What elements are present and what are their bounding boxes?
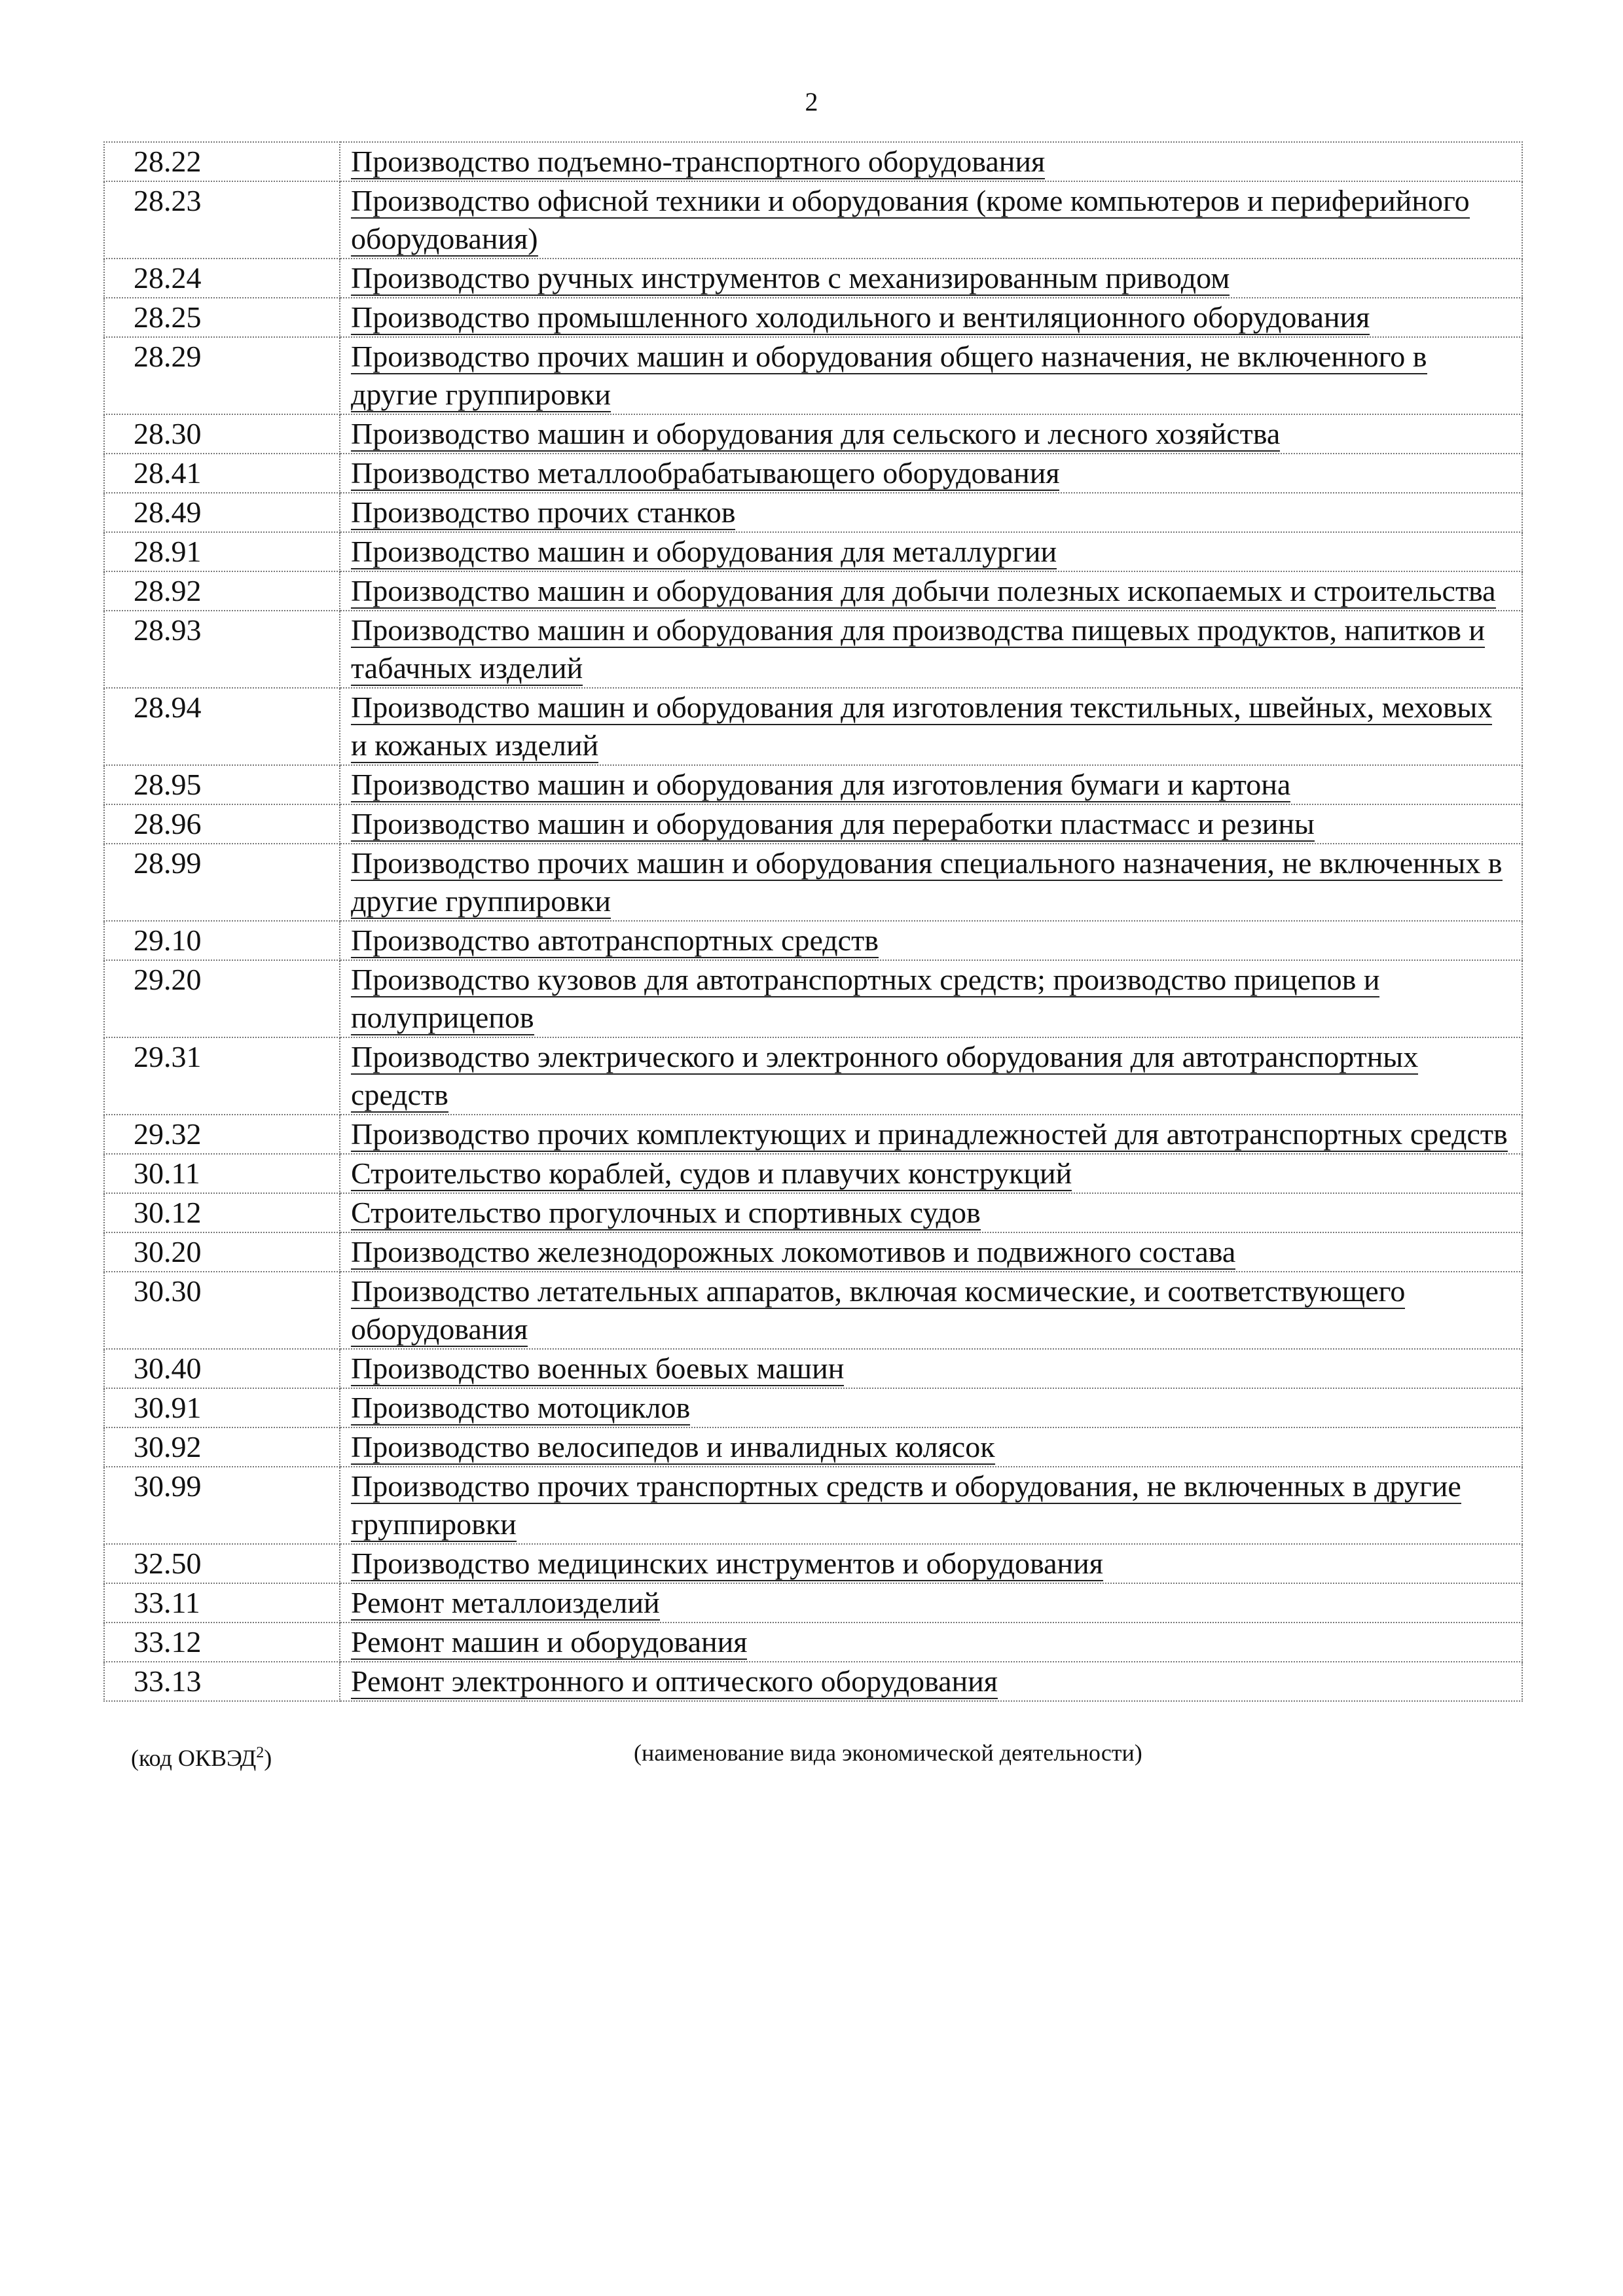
page-number: 2 — [805, 87, 818, 117]
table-row — [104, 921, 1522, 960]
okved-code: 29.32 — [104, 1115, 340, 1154]
activity-name-cell — [340, 1662, 1522, 1701]
activity-name-cell — [340, 142, 1522, 181]
activity-name: Производство машин и оборудования для добычи полезных ископаемых и строительства — [351, 574, 1496, 607]
table-row — [104, 611, 1522, 688]
activity-name: Производство ручных инструментов с механизированным приводом — [351, 261, 1230, 295]
activity-name-cell — [340, 1037, 1522, 1115]
activity-name-cell — [340, 1467, 1522, 1544]
okved-code: 28.25 — [104, 298, 340, 337]
okved-code: 28.99 — [104, 844, 340, 921]
activity-name-cell — [340, 1544, 1522, 1583]
activity-name-cell — [340, 414, 1522, 454]
okved-code: 29.20 — [104, 960, 340, 1037]
activity-name-cell — [340, 493, 1522, 532]
table-row — [104, 1467, 1522, 1544]
activity-name: Производство прочих машин и оборудования специального назначения, не включенных в другие группировки — [351, 846, 1503, 918]
table-row — [104, 1662, 1522, 1701]
table-row — [104, 454, 1522, 493]
table-row — [104, 493, 1522, 532]
activity-name-cell — [340, 259, 1522, 298]
activity-name-cell — [340, 181, 1522, 259]
table-row — [104, 688, 1522, 765]
activity-name: Строительство кораблей, судов и плавучих конструкций — [351, 1157, 1072, 1190]
okved-code: 30.40 — [104, 1349, 340, 1388]
okved-code: 30.91 — [104, 1388, 340, 1427]
table-row — [104, 844, 1522, 921]
table-row — [104, 532, 1522, 571]
okved-code: 28.30 — [104, 414, 340, 454]
activity-name-cell — [340, 844, 1522, 921]
activity-name-cell — [340, 1193, 1522, 1232]
okved-code: 33.12 — [104, 1623, 340, 1662]
table-row — [104, 1193, 1522, 1232]
activity-name: Ремонт электронного и оптического оборудования — [351, 1664, 998, 1698]
activity-name-cell — [340, 765, 1522, 804]
activity-name: Ремонт металлоизделий — [351, 1586, 660, 1619]
activity-name: Производство машин и оборудования для металлургии — [351, 535, 1057, 568]
okved-code: 33.11 — [104, 1583, 340, 1623]
table-row — [104, 142, 1522, 181]
activity-name-cell — [340, 1623, 1522, 1662]
activity-name: Производство прочих транспортных средств и оборудования, не включенных в другие группировки — [351, 1469, 1461, 1541]
activity-name-cell — [340, 1427, 1522, 1467]
table-row — [104, 765, 1522, 804]
activity-name-cell — [340, 1115, 1522, 1154]
okved-code: 28.94 — [104, 688, 340, 765]
activity-name: Производство велосипедов и инвалидных колясок — [351, 1430, 995, 1463]
table-row — [104, 960, 1522, 1037]
activity-name: Производство офисной техники и оборудования (кроме компьютеров и периферийного оборудования) — [351, 184, 1470, 255]
activity-name-cell — [340, 1154, 1522, 1193]
table-row — [104, 1154, 1522, 1193]
table-row — [104, 1583, 1522, 1623]
table-row — [104, 1115, 1522, 1154]
table-row — [104, 1349, 1522, 1388]
okved-code: 28.91 — [104, 532, 340, 571]
activity-name: Производство автотранспортных средств — [351, 924, 879, 957]
activity-name-cell — [340, 454, 1522, 493]
activity-name: Производство подъемно-транспортного оборудования — [351, 145, 1046, 178]
activity-name-cell — [340, 571, 1522, 611]
activity-name: Производство кузовов для автотранспортных средств; производство прицепов и полуприцепов — [351, 963, 1380, 1034]
activity-name-cell — [340, 1272, 1522, 1349]
okved-table — [103, 141, 1523, 1702]
activity-name-cell — [340, 804, 1522, 844]
table-row — [104, 1544, 1522, 1583]
okved-code: 30.11 — [104, 1154, 340, 1193]
name-column-caption: (наименование вида экономической деятельности) — [634, 1740, 1142, 1766]
table-row — [104, 1623, 1522, 1662]
activity-name: Производство прочих комплектующих и принадлежностей для автотранспортных средств — [351, 1117, 1508, 1151]
okved-code: 29.10 — [104, 921, 340, 960]
activity-name: Производство металлообрабатывающего оборудования — [351, 456, 1060, 490]
okved-code: 28.92 — [104, 571, 340, 611]
okved-code: 30.30 — [104, 1272, 340, 1349]
table-row — [104, 1427, 1522, 1467]
table-row — [104, 181, 1522, 259]
activity-name: Производство электрического и электронного оборудования для автотранспортных средств — [351, 1040, 1419, 1111]
activity-name-cell — [340, 688, 1522, 765]
activity-name-cell — [340, 298, 1522, 337]
okved-code: 28.41 — [104, 454, 340, 493]
okved-code: 28.96 — [104, 804, 340, 844]
activity-name: Производство военных боевых машин — [351, 1352, 845, 1385]
activity-name-cell — [340, 611, 1522, 688]
activity-name: Производство машин и оборудования для изготовления бумаги и картона — [351, 768, 1291, 801]
okved-code: 28.93 — [104, 611, 340, 688]
activity-name-cell — [340, 1232, 1522, 1272]
okved-table-body — [104, 142, 1522, 1701]
table-row — [104, 414, 1522, 454]
code-caption-close: ) — [264, 1745, 272, 1771]
activity-name-cell — [340, 1349, 1522, 1388]
activity-name-cell — [340, 1388, 1522, 1427]
okved-code: 30.99 — [104, 1467, 340, 1544]
table-footnote — [0, 1738, 1623, 1771]
activity-name: Производство машин и оборудования для переработки пластмасс и резины — [351, 807, 1315, 840]
okved-code: 28.24 — [104, 259, 340, 298]
okved-code: 28.23 — [104, 181, 340, 259]
activity-name: Производство машин и оборудования для изготовления текстильных, швейных, меховых и кожаных изделий — [351, 691, 1493, 762]
okved-code: 30.12 — [104, 1193, 340, 1232]
okved-code: 33.13 — [104, 1662, 340, 1701]
table-row — [104, 337, 1522, 414]
activity-name-cell — [340, 337, 1522, 414]
activity-name: Производство медицинских инструментов и оборудования — [351, 1547, 1103, 1580]
table-row — [104, 804, 1522, 844]
code-caption-text: (код ОКВЭД — [131, 1745, 257, 1771]
okved-code: 28.95 — [104, 765, 340, 804]
table-row — [104, 1388, 1522, 1427]
code-caption-footnote-mark: 2 — [256, 1744, 264, 1761]
table-row — [104, 259, 1522, 298]
activity-name-cell — [340, 960, 1522, 1037]
okved-code: 28.49 — [104, 493, 340, 532]
table-row — [104, 1272, 1522, 1349]
okved-code: 30.92 — [104, 1427, 340, 1467]
table-row — [104, 1232, 1522, 1272]
table-row — [104, 1037, 1522, 1115]
table-row — [104, 571, 1522, 611]
activity-name: Производство мотоциклов — [351, 1391, 691, 1424]
activity-name-cell — [340, 532, 1522, 571]
activity-name-cell — [340, 1583, 1522, 1623]
activity-name-cell — [340, 921, 1522, 960]
okved-code: 28.29 — [104, 337, 340, 414]
activity-name: Производство железнодорожных локомотивов и подвижного состава — [351, 1235, 1236, 1268]
table-row — [104, 298, 1522, 337]
activity-name: Производство летательных аппаратов, включая космические, и соответствующего оборудования — [351, 1274, 1406, 1346]
activity-name: Производство прочих машин и оборудования общего назначения, не включенного в другие группировки — [351, 340, 1427, 411]
activity-name: Производство прочих станков — [351, 495, 736, 529]
activity-name: Строительство прогулочных и спортивных судов — [351, 1196, 981, 1229]
okved-code: 32.50 — [104, 1544, 340, 1583]
okved-code: 29.31 — [104, 1037, 340, 1115]
okved-code: 28.22 — [104, 142, 340, 181]
activity-name: Ремонт машин и оборудования — [351, 1625, 748, 1659]
activity-name: Производство машин и оборудования для производства пищевых продуктов, напитков и табачных изделий — [351, 613, 1486, 685]
okved-code: 30.20 — [104, 1232, 340, 1272]
activity-name: Производство промышленного холодильного и вентиляционного оборудования — [351, 300, 1370, 334]
code-column-caption — [131, 1738, 272, 1772]
activity-name: Производство машин и оборудования для сельского и лесного хозяйства — [351, 417, 1281, 450]
